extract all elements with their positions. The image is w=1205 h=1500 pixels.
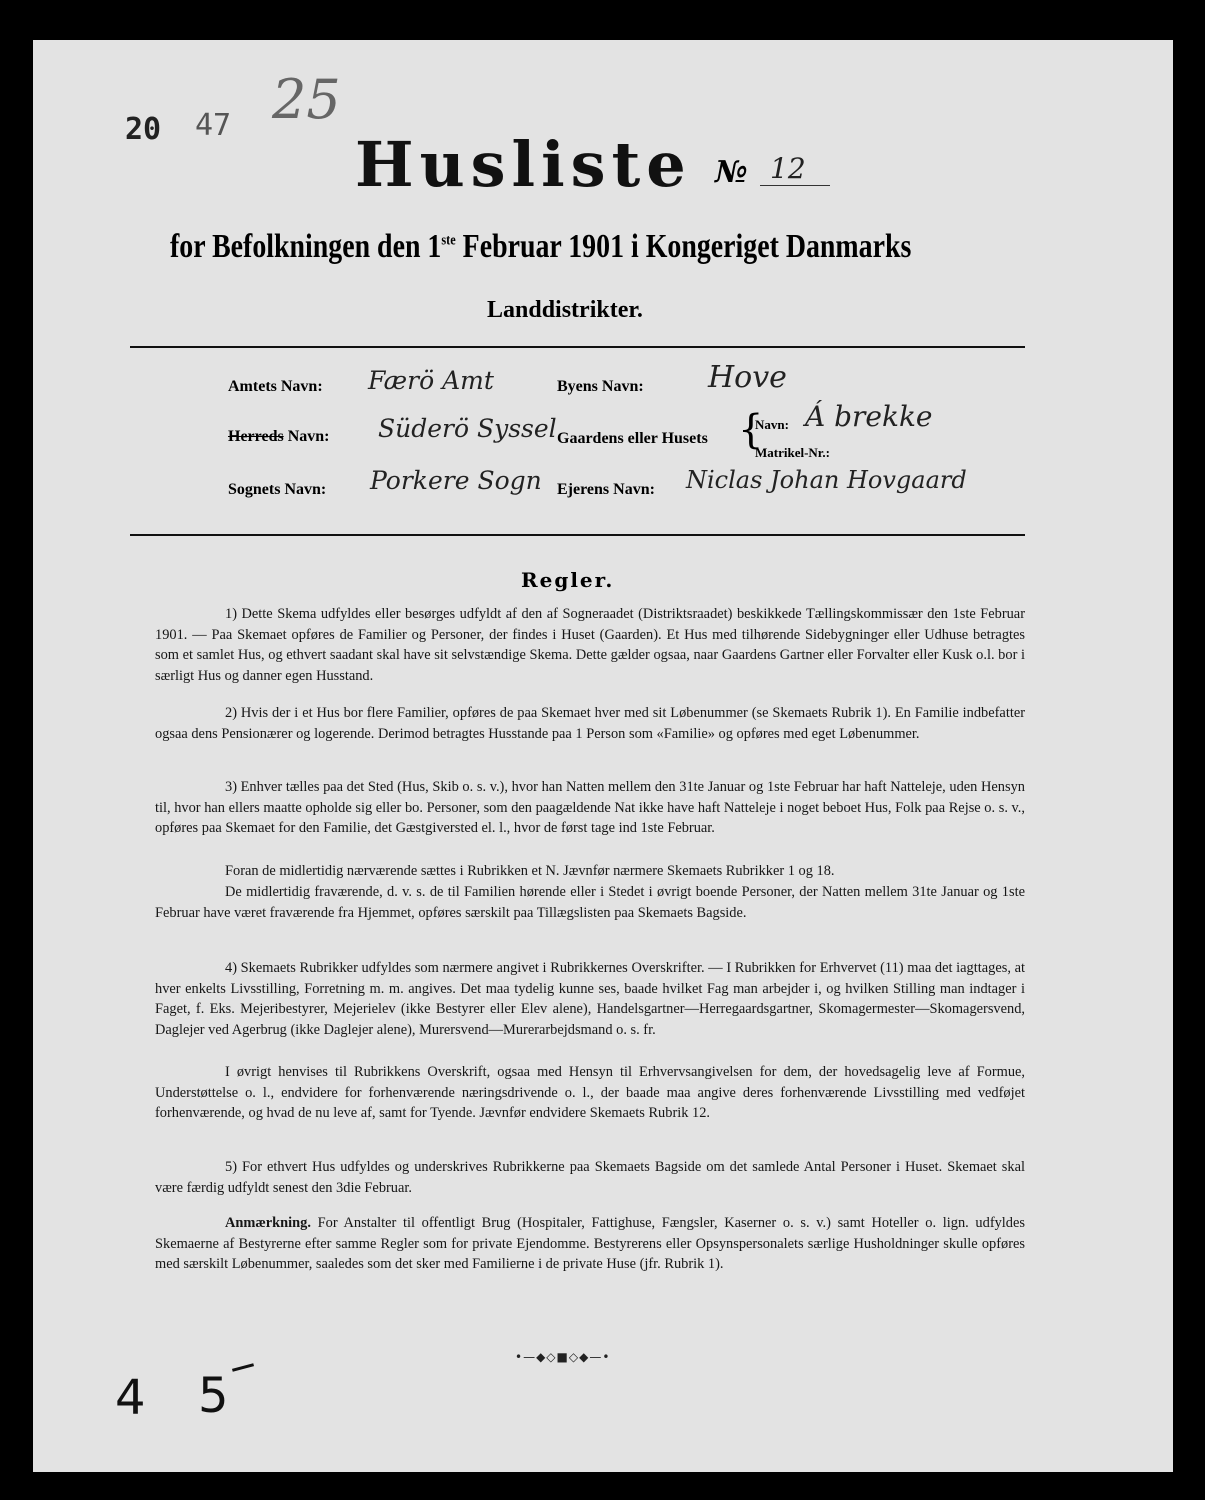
rules-heading: Regler. xyxy=(521,568,615,592)
rule-paragraph-3b: Foran de midlertidig nærværende sættes i Rubrikken et N. Jævnfør nærmere Skemaets Rubrikker 1 og 18. xyxy=(225,863,835,879)
corner-mark-right: 5 xyxy=(198,1368,229,1424)
rule-paragraph-3: 3) Enhver tælles paa det Sted (Hus, Skib o. s. v.), hvor han Natten mellem den 31te Januar og 1ste Februar har haft Natteleje, uden Hensyn til, hvor han ellers maatte opholde sig eller bo. Personer, som den paagældende Nat ikke have haft Natteleje i noget beboet Hus, Folk paa Rejse o. s. v., opføres paa Skemaet for den Familie, det Gæstgiversted el. l., hvor de først tage ind 1ste Februar. xyxy=(155,779,1025,836)
rule-paragraph-3c: De midlertidig fraværende, d. v. s. de til Familien hørende eller i Stedet i øvrigt boende Personer, der Natten mellem 31te Januar og 1ste Februar have været fraværende fra Hjemmet, opføres særskilt paa Tillægslisten paa Skemaets Bagside. xyxy=(155,884,1025,921)
corner-mark-left: 4 xyxy=(115,1370,146,1426)
number-underline xyxy=(760,185,830,186)
herred-label: Herreds Navn: xyxy=(228,428,330,445)
sogn-label: Sognets Navn: xyxy=(228,481,327,498)
amt-label: Amtets Navn: xyxy=(228,378,323,395)
gaard-brace: { xyxy=(738,407,764,453)
rule-paragraph-1: 1) Dette Skema udfyldes eller besørges udfyldt af den af Sogneraadet (Distriktsraadet) beskikkede Tællingskommissær den 1ste Februar 1901. — Paa Skemaet opføres de Familier og Personer, der findes i Huset (Gaarden). Et Hus med tilhørende Sidebygninger eller Udhuse betragtes som et samlet Hus, og ethvert saadant skal have sit selvstændige Skema. Dette gælder ogsaa, naar Gaardens Gartner eller Forvalter eller Kusk o.l. bor i særligt Hus og danner egen Husstand. xyxy=(155,606,1025,684)
herred-value: Süderö Syssel xyxy=(378,414,557,443)
matrikel-label: Matrikel-Nr.: xyxy=(755,445,830,460)
form-subtitle: for Befolkningen den 1ste Februar 1901 i Kongeriget Danmarks xyxy=(170,228,912,265)
ejer-label: Ejerens Navn: xyxy=(557,481,655,498)
note-paragraph: Anmærkning. For Anstalter til offentligt Brug (Hospitaler, Fattighuse, Fængsler, Kaserner o. s. v.) samt Hoteller o. lign. udfyldes Skemaerne af Bestyrerne efter samme Regler som for private Ejendomme. Bestyrerens eller Opsynspersonalets særlige Husholdninger skulle opføres med særskilt Løbenummer, saaledes som det sker med Familierne i de private Huse (jfr. Rubrik 1). xyxy=(155,1215,1025,1272)
by-label: Byens Navn: xyxy=(557,378,644,395)
number-label: № xyxy=(715,155,748,190)
ejer-value: Niclas Johan Hovgaard xyxy=(686,466,967,494)
rule-paragraph-5: 5) For ethvert Hus udfyldes og underskrives Rubrikkerne paa Skemaets Bagside om det samlede Antal Personer i Huset. Skemaet skal være færdig udfyldt senest den 3die Februar. xyxy=(155,1159,1025,1196)
rule-paragraph-2: 2) Hvis der i et Hus bor flere Familier, opføres de paa Skemaet hver med sit Løbenummer (se Skemaets Rubrik 1). En Familie indbefatter ogsaa dens Pensionærer og logerende. Derimod betragtes Husstande paa 1 Person som «Familie» og opføres med eget Løbenummer. xyxy=(155,705,1025,742)
sogn-value: Porkere Sogn xyxy=(370,466,542,495)
district-label: Landdistrikter. xyxy=(487,297,643,323)
form-title: Husliste xyxy=(355,128,692,201)
gaard-navn-value: Á brekke xyxy=(805,400,933,433)
ornament-divider: •—◆◇■◇◆—• xyxy=(515,1350,611,1364)
top-rule xyxy=(130,346,1025,348)
by-value: Hove xyxy=(708,360,787,395)
rule-paragraph-4b: I øvrigt henvises til Rubrikkens Overskrift, ogsaa med Hensyn til Erhvervsangivelsen for dem, der hovedsagelig leve af Formue, Understøttelse o. l., endvidere for forhenværende næringsdrivende o. l., der baade maa angive deres forhenværende Livsstilling med vedføjet forhenværende, og hvad de nu leve af, samt for Tyende. Jævnfør endvidere Skemaets Rubrik 12. xyxy=(155,1064,1025,1121)
number-value: 12 xyxy=(770,152,806,185)
gaard-label: Gaardens eller Husets xyxy=(557,430,708,447)
rule-paragraph-4: 4) Skemaets Rubrikker udfyldes som nærmere angivet i Rubrikkernes Overskrifter. — I Rubrikken for Erhvervet (11) maa det iagttages, at hver enkelts Livsstilling, Forretning m. m. angives. Det maa tydelig kunne ses, baade hvilket Fag man arbejder i, og hvilken Stilling man indtager i Faget, f. Eks. Mejeribestyrer, Mejerielev (ikke Bestyrer eller Elev alene), Handelsgartner—Herregaardsgartner, Skomagermester—Skomagersvend, Daglejer ved Agerbrug (ikke Daglejer alene), Murersvend—Murerarbejdsmand o. s. fr. xyxy=(155,960,1025,1038)
amt-value: Færö Amt xyxy=(368,366,494,395)
gaard-navn-label: Navn: xyxy=(755,417,789,432)
middle-rule xyxy=(130,534,1025,536)
stamp-number-left: 20 xyxy=(125,112,162,147)
pencil-number: 25 xyxy=(272,68,341,131)
stamp-number-mid: 47 xyxy=(195,108,232,143)
